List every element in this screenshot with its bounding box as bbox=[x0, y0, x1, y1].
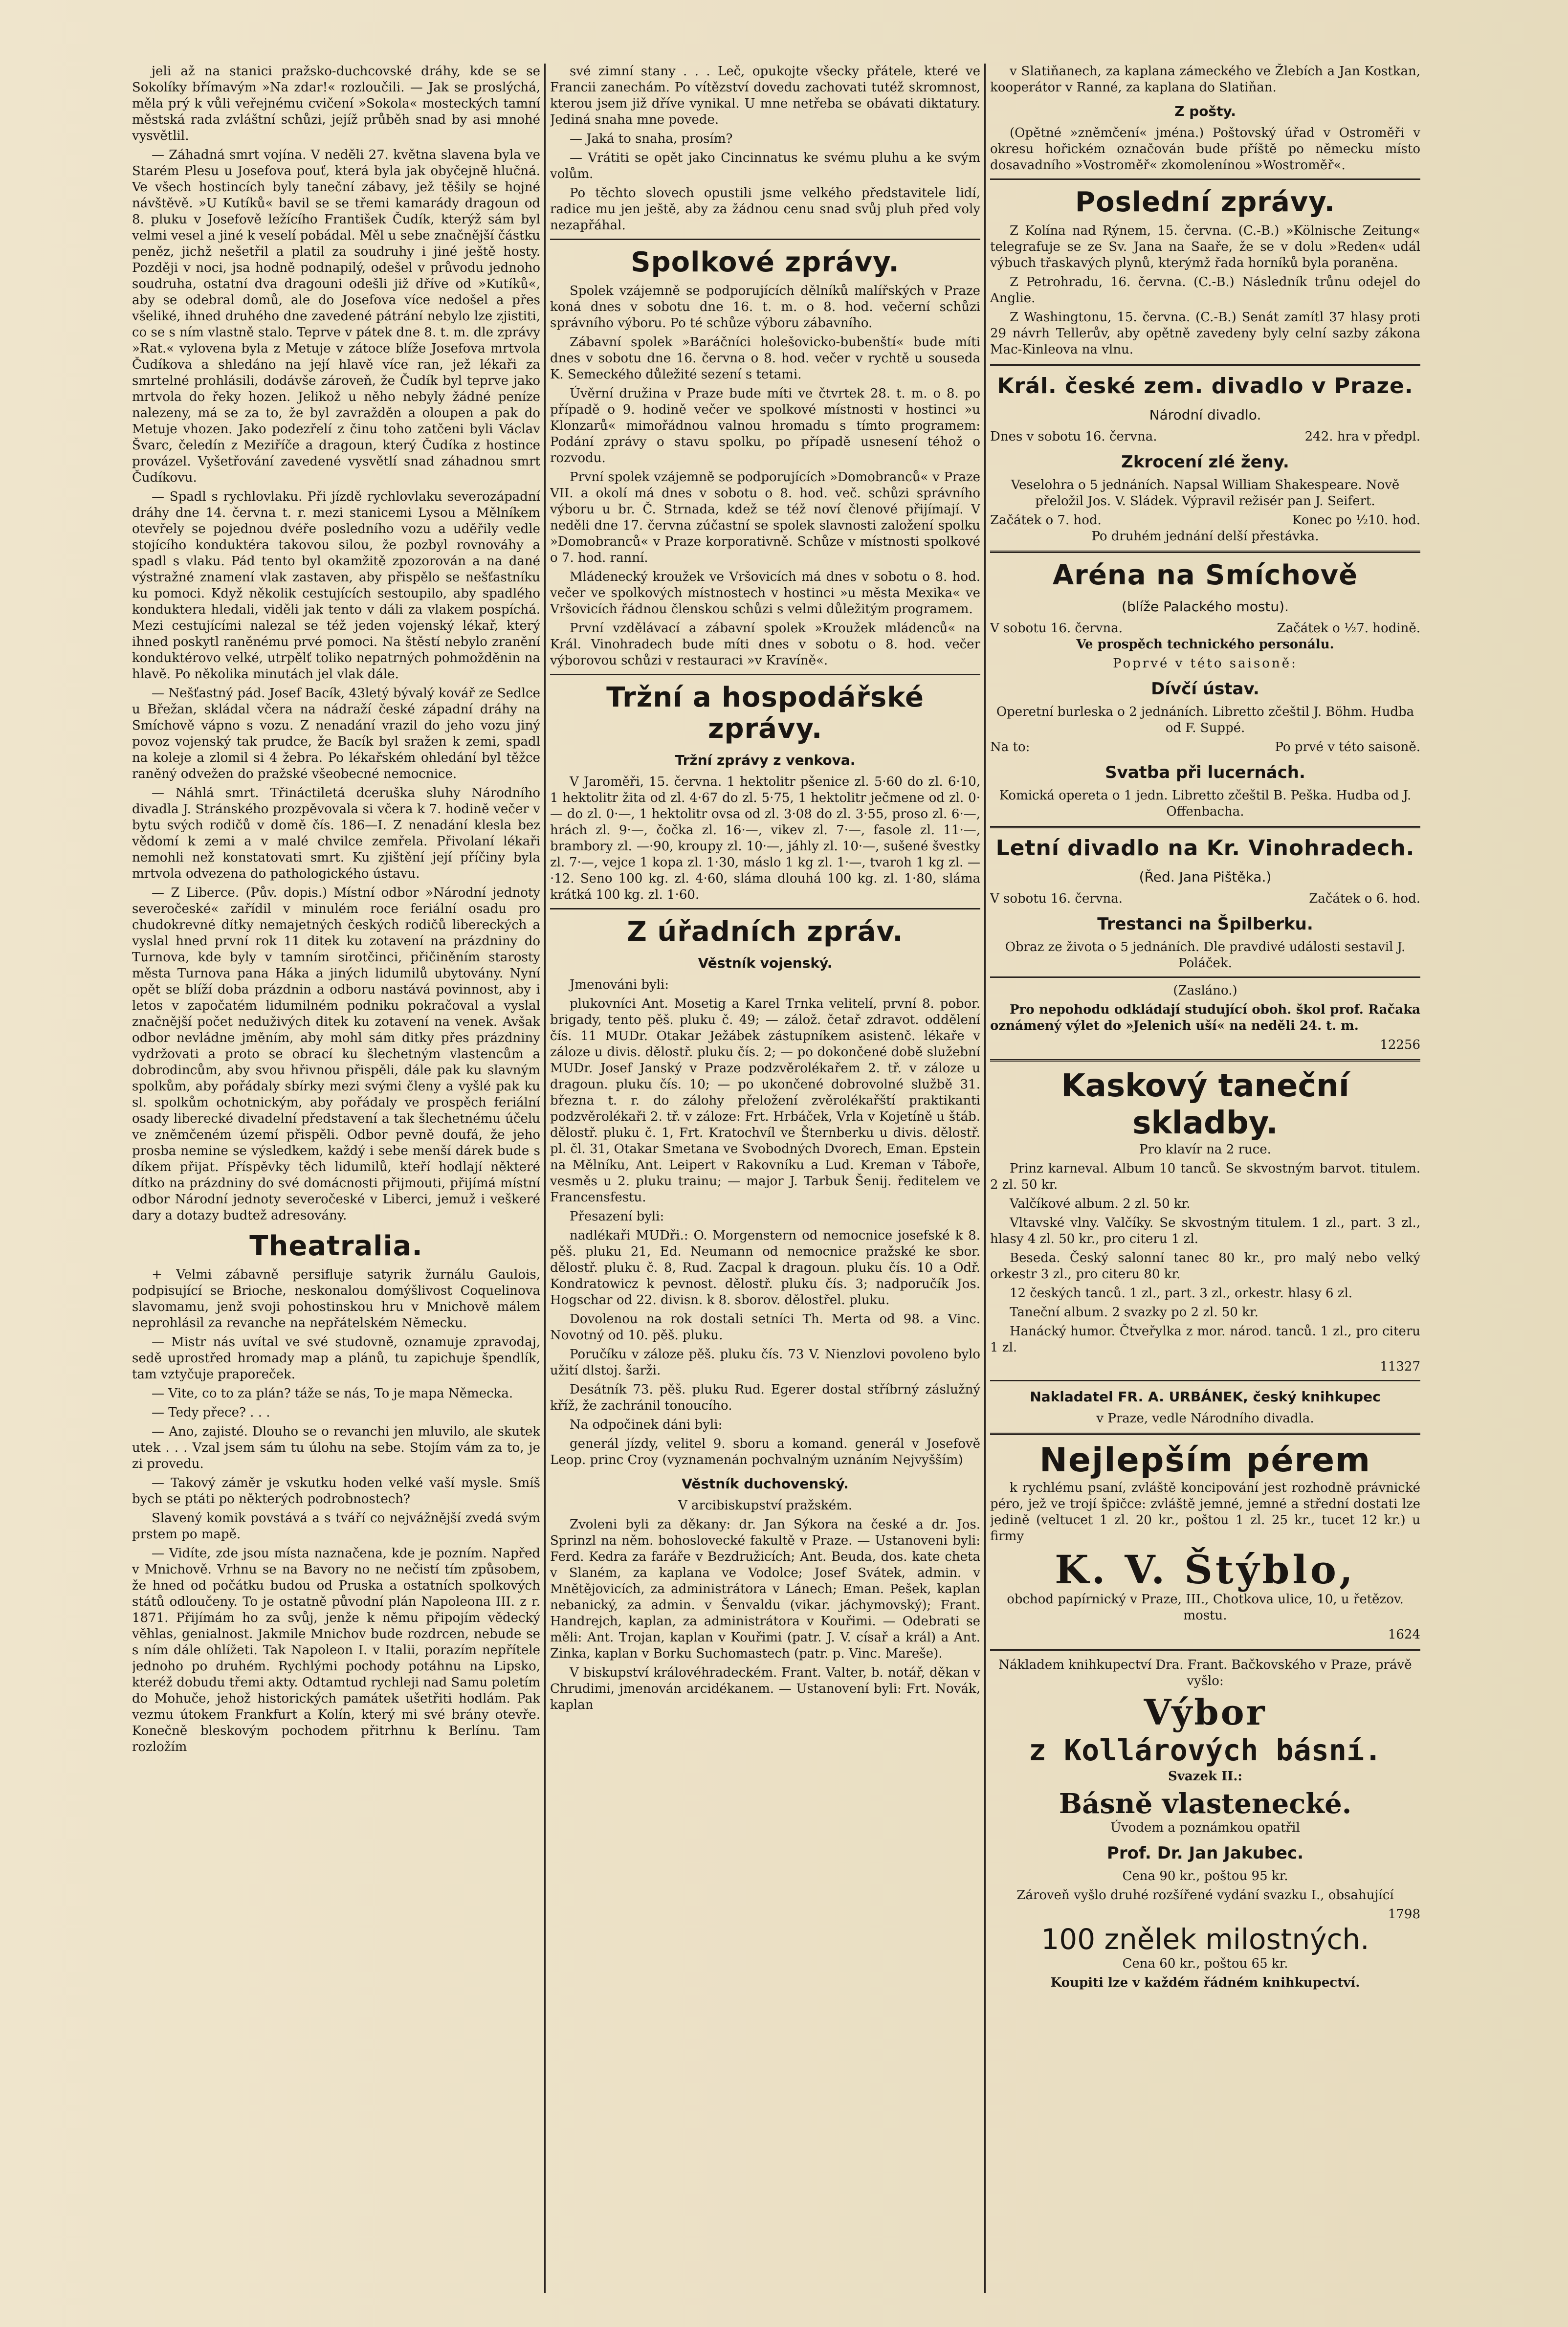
ad-heading-nejlepsim-perem: Nejlepším pérem bbox=[1039, 1441, 1371, 1480]
divider bbox=[990, 976, 1420, 978]
spolkove-item: Mládenecký kroužek ve Vršovicích má dnes v sobotu o 8. hod. večer ve spolkových místnostech v hostinci »u města Mexika« ve Vršovicích řádnou členskou schůzi s velmi důležitým programem. bbox=[550, 570, 980, 617]
theatralia-text: — Mistr nás uvítal ve své studovně, oznamuje zpravodaj, sedě uprostřed hromady map a plánů, tu zapichuje špendlík, tam vztyčuje praporeček. bbox=[132, 1335, 540, 1382]
news-item: Z Kolína nad Rýnem, 15. června. (C.-B.) »Kölnische Zeitung« telegrafuje se ze Sv. Jana na Saaře, že se v dolu »Reden« udál výbuch třaskavých plynů, kterýmž řada horníků byla poraněna. bbox=[990, 223, 1420, 270]
divider bbox=[990, 1433, 1420, 1435]
theatralia-text: + Velmi zábavně persifluje satyrik žurnálu Gaulois, podpisující se Brioche, neskonalou domýšlivost Coquelinova slavomamu, jenž svoji pohostinskou hru v Mnichově málem neprohlásil za revanche na nepřátelském Německu. bbox=[132, 1267, 540, 1330]
spolkove-item: Spolek vzájemně se podporujících dělníků malířských v Praze koná dnes v sobotu dne 16. t. m. o 8. hod. večerní schůzi správního výboru. Po té schůze výboru zábavního. bbox=[550, 284, 980, 331]
play-title: Svatba při lucernách. bbox=[1105, 763, 1305, 782]
ad-firm-name: K. V. Štýblo, bbox=[1055, 1547, 1356, 1593]
spolkove-item: První spolek vzájemně se podporujících »Domobranců« v Praze VII. a okolí má dnes v sobotu o 8. hod. več. schůzi správního výboru u br. Č. Strnada, kdež se též noví členové přijímají. V neděli dne 17. června zúčastní se spolek slavnosti založení spolku »Domobranců« v Praze korporativně. Schůze v místnosti spolkové o 7. hod. ranní. bbox=[550, 470, 980, 565]
theatre-heading-narodni: Král. české zem. divadlo v Praze. bbox=[997, 374, 1413, 399]
ad-text: k rychlému psaní, zvláště koncipování jest rozhodně právnické péro, jež ve trojí špičce: zvláště jemné, jemné a střední dostati lze jedině (veltucet 1 zl. 20 kr., poštou 1 zl. 25 kr., tucet 12 kr.) u firmy bbox=[990, 1481, 1420, 1544]
ad-where-to-buy: Koupiti lze v každém řádném knihkupectví. bbox=[1050, 1975, 1360, 1990]
ad-title-basne: Básně vlastenecké. bbox=[1059, 1788, 1352, 1820]
ad-item: Taneční album. 2 svazky po 2 zl. 50 kr. bbox=[1010, 1305, 1259, 1320]
subheading-vojensky: Věstník vojenský. bbox=[698, 955, 833, 971]
ad-address: obchod papírnický v Praze, III., Chotkova ulice, 10, u řetězov. mostu. bbox=[1007, 1592, 1404, 1623]
article-nahla-smrt: — Náhlá smrt. Třináctiletá dceruška sluhy Národního divadla J. Stránského prozpěvovala si včera k 7. hodině večer v bytu svých rodičů v domě čís. 186—I. Z nenadání klesla bez vědomí k zemi a v malé chvilce zemřela. Přivolaní lékaři nemohli než konstatovati smrt. Ku zjištění její příčiny byla mrtvola odvezena do pathologického ústavu. bbox=[132, 786, 540, 881]
official-text: V biskupství královéhradeckém. Frant. Valter, b. notář, děkan v Chrudimi, jmenován arcidékanem. — Ustanovení byli: Frt. Novák, kaplan bbox=[550, 1665, 980, 1712]
theatralia-text: — Tedy přece? . . . bbox=[152, 1405, 270, 1420]
theatralia-text: — Vite, co to za plán? táže se nás, To je mapa Německa. bbox=[152, 1386, 513, 1401]
article-text: — Jaká to snaha, prosím? bbox=[570, 132, 733, 146]
play-title: Zkrocení zlé ženy. bbox=[1121, 452, 1289, 472]
news-item: Z Washingtonu, 15. června. (C.-B.) Senát zamítl 37 hlasy proti 29 návrh Tellerův, aby opětně zavedeny byly celní sazby zákona Mac-Kinleova na vlnu. bbox=[990, 310, 1420, 357]
ad-item: Vltavské vlny. Valčíky. Se skvostným titulem. 1 zl., part. 3 zl., hlasy 4 zl. 50 kr., pro citeru 1 zl. bbox=[990, 1216, 1420, 1246]
theatralia-text: — Takový záměr je vskutku hoden velké vaší mysle. Smíš bych se ptáti po některých podrobnostech? bbox=[132, 1476, 540, 1507]
theatre-subheading: (blíže Palackého mostu). bbox=[1122, 598, 1289, 615]
market-report: V Jaroměři, 15. června. 1 hektolitr pšenice zl. 5·60 do zl. 6·10, 1 hektolitr žita od zl. 4·67 do zl. 5·75, 1 hektolitr ječmene od zl. 0·— do zl. 0·—, 1 hektolitr ovsa od zl. 3·08 do zl. 3·55, proso zl. 6·—, hrách zl. 9·—, čočka zl. 16·—, vikev zl. 7·—, fasole zl. 11·—, brambory zl. —·90, kroupy zl. 10·—, jáhly zl. 10·—, sušené švestky zl. 7·—, vejce 1 kopa zl. 1·30, máslo 1 kg zl. 1·—, tvaroh 1 kg zl. —·12. Seno 100 kg. zl. 4·60, sláma dlouhá 100 kg. zl. 1·80, sláma krátká 100 kg. zl. 1·60. bbox=[550, 775, 980, 902]
ad-title-znelek: 100 znělek milostných. bbox=[1041, 1923, 1369, 1956]
column-1 bbox=[132, 64, 540, 2293]
section-heading-posty: Z pošty. bbox=[1174, 103, 1236, 119]
end-time: Konec po ½10. hod. bbox=[1292, 513, 1420, 528]
theatralia-text: Slavený komik povstává a s tváří co nejvážnější zvedá svým prstem po mapě. bbox=[132, 1511, 540, 1542]
theatre-nato-note: Po prvé v této saisoně. bbox=[1275, 740, 1420, 754]
theatre-subheading: Národní divadlo. bbox=[1149, 407, 1261, 423]
zaslano-text: Pro nepohodu odkládají studující oboh. škol prof. Račaka oznámený výlet do »Jelenich uší« na neděli 24. t. m. bbox=[990, 1002, 1420, 1033]
theatre-nato: Na to: bbox=[990, 740, 1030, 754]
posty-text: (Opětné »zněmčení« jména.) Poštovský úřad v Ostroměři v okresu hořickém označován bude příště po německu místo dosavadního »Vostroměř« zkomolenínou »Wostroměř«. bbox=[990, 126, 1420, 173]
theatre-date-row bbox=[990, 891, 1420, 907]
column-3 bbox=[990, 64, 1420, 2293]
column-rule bbox=[984, 64, 986, 2293]
section-heading-uradni: Z úřadních zpráv. bbox=[627, 916, 904, 948]
theatre-heading-vinohrady: Letní divadlo na Kr. Vinohradech. bbox=[995, 836, 1415, 861]
section-heading-spolkove: Spolkové zprávy. bbox=[631, 246, 900, 278]
news-item: Z Petrohradu, 16. června. (C.-B.) Následník trůnu odejel do Anglie. bbox=[990, 275, 1420, 306]
ad-title-kollar: z Kollárových básní. bbox=[1028, 1733, 1382, 1768]
column-2 bbox=[550, 64, 980, 2293]
article-zahadna-smrt: — Záhadná smrt vojína. V neděli 27. května slavena byla ve Starém Plesu u Josefova pouť, která byla jak obyčejně hlučná. Ve všech hostincích byly taneční zábavy, jež těšily se hojné návštěvě. »U Kutíků« bavil se se třemi kamarády dragoun od 8. pluku v Josefově ležícího František Čudík, kterýž sám byl velmi vesel a jiné k veselí pobádal. Měl u sebe značnější částku peněz, jichž nešetřil a platil za soudruhy i jiné ještě hosty. Později v noci, jsa hodně podnapilý, odešel v průvodu jednoho soudruha, ostatní dva dragouni odešli již dříve od »Kutíků«, aby se odebral domů, ale do Josefova více nedošel a přes všeliké, ihned druhého dne zavedené pátrání nebylo lze zjistiti, co se s ním vlastně stalo. Teprve v pátek dne 8. t. m. dle zprávy »Rat.« vylovena byla z Metuje v zátoce blíže Josefova mrtvola Čudíkova a shledáno na její hlavě více ran, jež lékaři za smrtelné prohlásili, dodávše zároveň, že Čudík byl teprve jako mrtvola do řeky hozen. Jelikož u něho nebyly žádné peníze nalezeny, má se za to, že byl zavražděn a oloupen a pak do Metuje vhozen. Jako podezřelí z činu toho zatčeni byli Václav Švarc, čeledín z Meziříče a dragoun, který Čudíka z hostince provázel. Vyšetřování zavedené vysvětlí snad záhadnou smrt Čudíkovu. bbox=[132, 148, 540, 485]
official-text: Na odpočinek dáni byli: bbox=[570, 1418, 723, 1432]
theatre-date: V sobotu 16. června. bbox=[990, 621, 1123, 636]
article-text: Po těchto slovech opustili jsme velkého představitele lidí, radice mu jen ještě, aby za žádnou cenu snad svůj pluh před voly nezapřáhal. bbox=[550, 186, 980, 233]
theatre-date-row bbox=[990, 621, 1420, 637]
official-text: Zvoleni byli za děkany: dr. Jan Sýkora na české a dr. Jos. Sprinzl na něm. bohoslovecké fakultě v Praze. — Ustanoveni byli: Ferd. Kedra za faráře v Bezdružicích; Ant. Beuda, dos. kate cheta v Slaném, za kaplana ve Vodolce; Josef Svátek, admin. v Mnětějovicích, za administrátora v Lánech; Eman. Pešek, kaplan nebanický, za admin. v Šenvaldu (vikar. jáchymovský); Frant. Handrejch, kaplan, za administrátora v Kouřimi. — Odebrati se měli: Ant. Trojan, kaplan v Kouřimi (patr. J. V. císař a král) a Ant. Zinka, kaplan v Borku Suchomastech (patr. p. Vinc. Mareše). bbox=[550, 1517, 980, 1661]
play-description: Obraz ze života o 5 jednáních. Dle pravdivé události sestavil J. Poláček. bbox=[1005, 940, 1406, 971]
theatralia-text: — Vidíte, zde jsou místa naznačena, kde je pozním. Napřed v Mnichově. Vrhnu se na Bavory no ne nečistí tím způsobem, že hned od počátku budou od Pruska a ostatních spolkových států odloučeny. To je ostatně původní plán Napoleona III. z r. 1871. Přijímám ho za svůj, jenže k němu připojím vědecký věhlas, genialnost. Jakmile Mnichov bude rozdrcen, nebude se s ním dále ohlížeti. Tak Napoleon I. v Italii, porazím nepřítele jednoho po druhém. Rychlými pochody potáhnu na Lipsko, kteréž dobudu třemi akty. Odtamtud rychleji nad Samu poletím do Mohuče, jehož historických památek ušetřiti hodlám. Pak vezmu útokem Frankfurt a Kolín, který mi své brány otevře. Konečně bleskovým pochodem přitrhnu k Berlínu. Tam rozložím bbox=[132, 1546, 540, 1754]
divider bbox=[990, 1059, 1420, 1062]
ad-heading-kaskovy: Kaskový taneční skladby. bbox=[1061, 1068, 1349, 1141]
divider bbox=[990, 364, 1420, 366]
article-text: — Vrátiti se opět jako Cincinnatus ke svému pluhu a ke svým volům. bbox=[550, 151, 980, 181]
ad-also: Zároveň vyšlo druhé rozšířené vydání svazku I., obsahující bbox=[1016, 1888, 1394, 1903]
article-spadl-s-rychlovlaku: — Spadl s rychlovlaku. Při jízdě rychlovlaku severozápadní dráhy dne 14. června t. r. mezi stanicemi Lysou a Mělníkem otevřely se pojednou dvéře posledního vozu a uděřily vedle stojícího konduktéra takovou silou, že pozbyl rovnováhy a spadl s vlaku. Pád tento byl okamžitě zpozorován a na dané výstražné znamení vlak zastaven, aby přispělo se nešťastníku ku pomoci. Když několik cestujících sestoupilo, aby spadlého konduktera hledali, viděli jak tento v dáli za vlakem pospíchá. Mezi cestujícími nalezal se též jeden vojenský lékař, který ihned poskytl raněnému prvé pomoci. Na štěstí nebylo zranění konduktérovo velké, utrpělť toliko nepatrných pohmožděnin na hlavě. Po několika minutách jel vlak dále. bbox=[132, 489, 540, 682]
ad-number: 12256 bbox=[1380, 1038, 1420, 1052]
ad-publisher: Nákladem knihkupectví Dra. Frant. Bačkovského v Praze, právě vyšlo: bbox=[998, 1658, 1412, 1688]
divider bbox=[550, 674, 980, 675]
theatre-time-row bbox=[990, 512, 1420, 529]
play-description: Veselohra o 5 jednáních. Napsal William Shakespeare. Nově přeložil Jos. V. Sládek. Výpravil režisér pan J. Seifert. bbox=[1011, 478, 1400, 509]
ad-number: 1798 bbox=[1388, 1907, 1420, 1922]
subheading-duchovensky: Věstník duchovenský. bbox=[682, 1476, 849, 1492]
official-text: V arcibiskupství pražském. bbox=[678, 1498, 853, 1513]
divider bbox=[990, 551, 1420, 553]
ad-title-vybor: Výbor bbox=[1144, 1691, 1267, 1733]
ad-volume: Svazek II.: bbox=[1168, 1769, 1243, 1784]
divider bbox=[550, 239, 980, 240]
start-time: Začátek o 7. hod. bbox=[990, 513, 1102, 528]
zaslano-label: (Zasláno.) bbox=[1173, 983, 1237, 998]
ad-item: Hanácký humor. Čtveřylka z mor. národ. tanců. 1 zl., pro citeru 1 zl. bbox=[990, 1324, 1420, 1355]
ad-subheading: Pro klavír na 2 ruce. bbox=[1139, 1142, 1271, 1157]
section-heading-trzni: Tržní a hospodářské zprávy. bbox=[606, 682, 924, 745]
theatre-date: Dnes v sobotu 16. června. bbox=[990, 429, 1157, 444]
divider bbox=[990, 178, 1420, 180]
official-text: Jmenováni byli: bbox=[570, 977, 669, 992]
official-text: Přesazení byli: bbox=[570, 1209, 664, 1224]
spolkove-item: Úvěrní družina v Praze bude míti ve čtvrtek 28. t. m. o 8. po případě o 9. hodině večer ve spolkové místnosti v hostinci »u Klonzarů« mimořádnou valnou hromadu s tímto programem: Podání zprávy o stavu spolku, po případě usnesení téhož o rozvodu. bbox=[550, 386, 980, 465]
article-z-liberce: — Z Liberce. (Pův. dopis.) Místní odbor »Národní jednoty severočeské« zařídil v minulém roce feriální osadu pro chudokrevné dítky nemajetných českých rodičů libereckých a vyslal hned první rok 11 ditek ku zotavení na prázdniny do Turnova, kde byly v tamním sirotčinci, přičiněním starosty města Turnova pana Háka a jiných lidumilů ubytovány. Nyní opět se blíží doba prázdnin a odboru nastává povinnost, aby i letos v započatém lidumilném podniku pokračoval a vyslal značnější počet neduživých ditek ku zotavení na venek. Avšak odbor nevládne jměním, aby mohl sám ditky přes prázdniny vydržovati a proto se obrací ku šlechetným vlastencům a dobrodincům, aby svou hřivnou přispěli, dále pak ku slavným spolkům, aby pořádaly sbírky mezi svými členy a vyšlé pak ku sl. spolkům ochotnickým, aby pořádaly ve prospěch feriální osady liberecké divadelní představení a tak šlechetnému účelu ve zněmčeném území přispěli. Odbor pevně doufá, že jeho prosba nemine se výsledkem, každý i sebe menší dárek bude s díkem přijat. Příspěvky těch lidumilů, kteří hodlají některé dítko na prázdniny do své domácnosti přijmouti, přijímá místní odbor Národní jednoty severočeské v Liberci, jemuž i veškeré dary a dotazy budtež adresovány. bbox=[132, 886, 540, 1223]
article-text: své zimní stany . . . Leč, opukojte všecky přátele, které ve Francii zanechám. Po vítězství dovedu zachovati tutéž skromnost, kterou jsem již dříve vynikal. U mne netřeba se obávati diktatury. Jediná snaha mne povede. bbox=[550, 64, 980, 127]
ad-item: Beseda. Český salonní tanec 80 kr., pro malý nebo velký orkestr 3 zl., pro citeru 80 kr. bbox=[990, 1251, 1420, 1282]
official-text: Poručíku v záloze pěš. pluku čís. 73 V. Nienzlovi povoleno bylo užití dlstoj. šarži. bbox=[550, 1347, 980, 1378]
ad-price: Cena 90 kr., poštou 95 kr. bbox=[1122, 1869, 1288, 1884]
ad-item: Prinz karneval. Album 10 tanců. Se skvostným barvot. titulem. 2 zl. 50 kr. bbox=[990, 1161, 1420, 1192]
theatre-subheading: (Řed. Jana Pištěka.) bbox=[1139, 869, 1272, 885]
article-text: jeli až na stanici pražsko-duchcovské dráhy, kde se se Sokolíky břímavým »Na zdar!« rozloučili. — Jak se proslýchá, měla prý k vůli veřejnému cvičení »Sokola« mosteckých tamní městská rada zvláštní schůzi, jejíž průběh snad by asi mnohé vysvětlil. bbox=[132, 64, 540, 143]
article-nestastny-pad: — Nešťastný pád. Josef Bacík, 43letý bývalý kovář ze Sedlce u Břežan, skládal včera na nádraží české západní dráhy na Smíchově vápno s vozu. Z nenadání vrazil do jeho vozu jiný povoz vojenský tak prudce, že Bacík byl sražen k zemi, spadl na koleje a zlomil si 4 žebra. Po lékařském ohledání byl těžce raněný odvežen do pražské všeobecné nemocnice. bbox=[132, 686, 540, 781]
publisher-address: v Praze, vedle Národního divadla. bbox=[1096, 1411, 1314, 1426]
play-title: Dívčí ústav. bbox=[1151, 679, 1259, 699]
article-text: v Slatiňanech, za kaplana zámeckého ve Žlebích a Jan Kostkan, kooperátor v Ranné, za kaplana do Slatiňan. bbox=[990, 64, 1420, 95]
start-time: Začátek o ½7. hodině. bbox=[1277, 621, 1420, 636]
column-rule bbox=[544, 64, 546, 2293]
ad-price: Cena 60 kr., poštou 65 kr. bbox=[1122, 1956, 1288, 1971]
subheading-trzni: Tržní zprávy z venkova. bbox=[675, 752, 856, 768]
ad-number: 11327 bbox=[1380, 1359, 1420, 1374]
spolkove-item: První vzdělávací a zábavní spolek »Kroužek mládenců« na Král. Vinohradech bude míti dnes v sobotu o 8. hod. večer výborovou schůzi v restauraci »v Kravíně«. bbox=[550, 621, 980, 668]
divider bbox=[990, 1380, 1420, 1381]
theatre-heading-arena: Aréna na Smíchově bbox=[1052, 559, 1358, 591]
theatre-date-row bbox=[990, 429, 1420, 445]
official-text: Dovolenou na rok dostali setníci Th. Merta od 98. a Vinc. Novotný od 10. pěš. pluku. bbox=[550, 1312, 980, 1343]
play-title: Trestanci na Špilberku. bbox=[1097, 914, 1313, 934]
official-text: nadlékaři MUDři.: O. Morgenstern od nemocnice josefské k 8. pěš. pluku 21, Ed. Neumann od nemocnice pražské ke sbor. dělostř. pluku č. 8, Rud. Zacpal k dragoun. pluku čís. 10 a Odř. Kondratowicz k pevnost. dělostř. pluku čís. 3; nadporučík Jos. Hogschar od 22. divisn. k 8. sborov. dělostřel. pluku. bbox=[550, 1228, 980, 1308]
publisher-heading: Nakladatel FR. A. URBÁNEK, český knihkupec bbox=[1030, 1389, 1381, 1405]
divider bbox=[990, 826, 1420, 828]
ad-item: Valčíkové album. 2 zl. 50 kr. bbox=[1010, 1197, 1191, 1211]
section-heading-posledni: Poslední zprávy. bbox=[1075, 186, 1335, 218]
theatre-note: Poprvé v této saisoně: bbox=[1113, 656, 1298, 671]
ad-number: 1624 bbox=[1388, 1627, 1420, 1642]
theatralia-text: — Ano, zajisté. Dlouho se o revanchi jen mluvilo, ale skutek utek . . . Vzal jsem sám tu úlohu na sebe. Stojím vám za to, je zi provedu. bbox=[132, 1424, 540, 1471]
ad-editor: Prof. Dr. Jan Jakubec. bbox=[1106, 1843, 1304, 1863]
play-description: Komická opereta o 1 jedn. Libretto zčeštil B. Peška. Hudba od J. Offenbacha. bbox=[999, 788, 1412, 819]
official-text: Desátník 73. pěš. pluku Rud. Egerer dostal stříbrný záslužný kříž, že zachránil tonoucího. bbox=[550, 1382, 980, 1413]
official-text: plukovníci Ant. Mosetig a Karel Trnka velitelí, první 8. pobor. brigady, tento pěš. pluku č. 49; — zálož. četař zdravot. oddělení čís. 11 MUDr. Otakar Ježábek zástupníkem asistenč. lékaře v záloze u divis. dělostř. pluku čís. 2; — po dokončené době služební MUDr. Josef Janský v Praze podzvěrolékařem 2. tř. v záloze u dragoun. pluku čís. 10; — po ukončené dobrovolné službě 31. března t. r. do zálohy přeložení zvěrolékařští praktikanti podzvěrolékaři 2. tř. v záloze: Frt. Hrbáček, Vrla v Kojetíně u štáb. dělostř. pluku č. 1, Frt. Kratochvíl ve Šternberku u divis. dělostř. pl. čl. 31, Otakar Smetana ve Svobodných Dvorech, Eman. Epstein na Mělníku, Ant. Leipert v Rakovníku a Lud. Kreman v Táboře, vesměs u 2. pluku trainu; — major J. Tarbuk Šenij. ředitelem ve Francensfestu. bbox=[550, 997, 980, 1205]
divider bbox=[990, 1649, 1420, 1651]
official-text: generál jízdy, velitel 9. sboru a komand. generál v Josefově Leop. princ Croy (vyznamenán pochvalným uznáním Nejvyšším) bbox=[550, 1437, 980, 1467]
theatre-note: Ve prospěch technického personálu. bbox=[1076, 637, 1334, 652]
section-heading-theatralia: Theatralia. bbox=[249, 1230, 423, 1262]
spolkove-item: Zábavní spolek »Baráčníci holešovicko-bubenští« bude míti dnes v sobotu dne 16. června o 8. hod. večer v rychtě u souseda K. Semeckého důležité sezení s tetami. bbox=[550, 335, 980, 382]
ad-item: 12 českých tanců. 1 zl., part. 3 zl., orkestr. hlasy 6 zl. bbox=[1010, 1286, 1353, 1301]
play-description: Operetní burleska o 2 jednáních. Libretto zčeštil J. Böhm. Hudba od F. Suppé. bbox=[996, 705, 1414, 735]
theatre-date: V sobotu 16. června. bbox=[990, 891, 1123, 906]
theatre-nato-row bbox=[990, 739, 1420, 755]
theatre-performance-number: 242. hra v předpl. bbox=[1304, 429, 1420, 444]
start-time: Začátek o 6. hod. bbox=[1309, 891, 1420, 906]
theatre-note: Po druhém jednání delší přestávka. bbox=[1091, 529, 1319, 544]
divider bbox=[550, 908, 980, 909]
ad-editor-note: Úvodem a poznámkou opatřil bbox=[1110, 1820, 1300, 1835]
